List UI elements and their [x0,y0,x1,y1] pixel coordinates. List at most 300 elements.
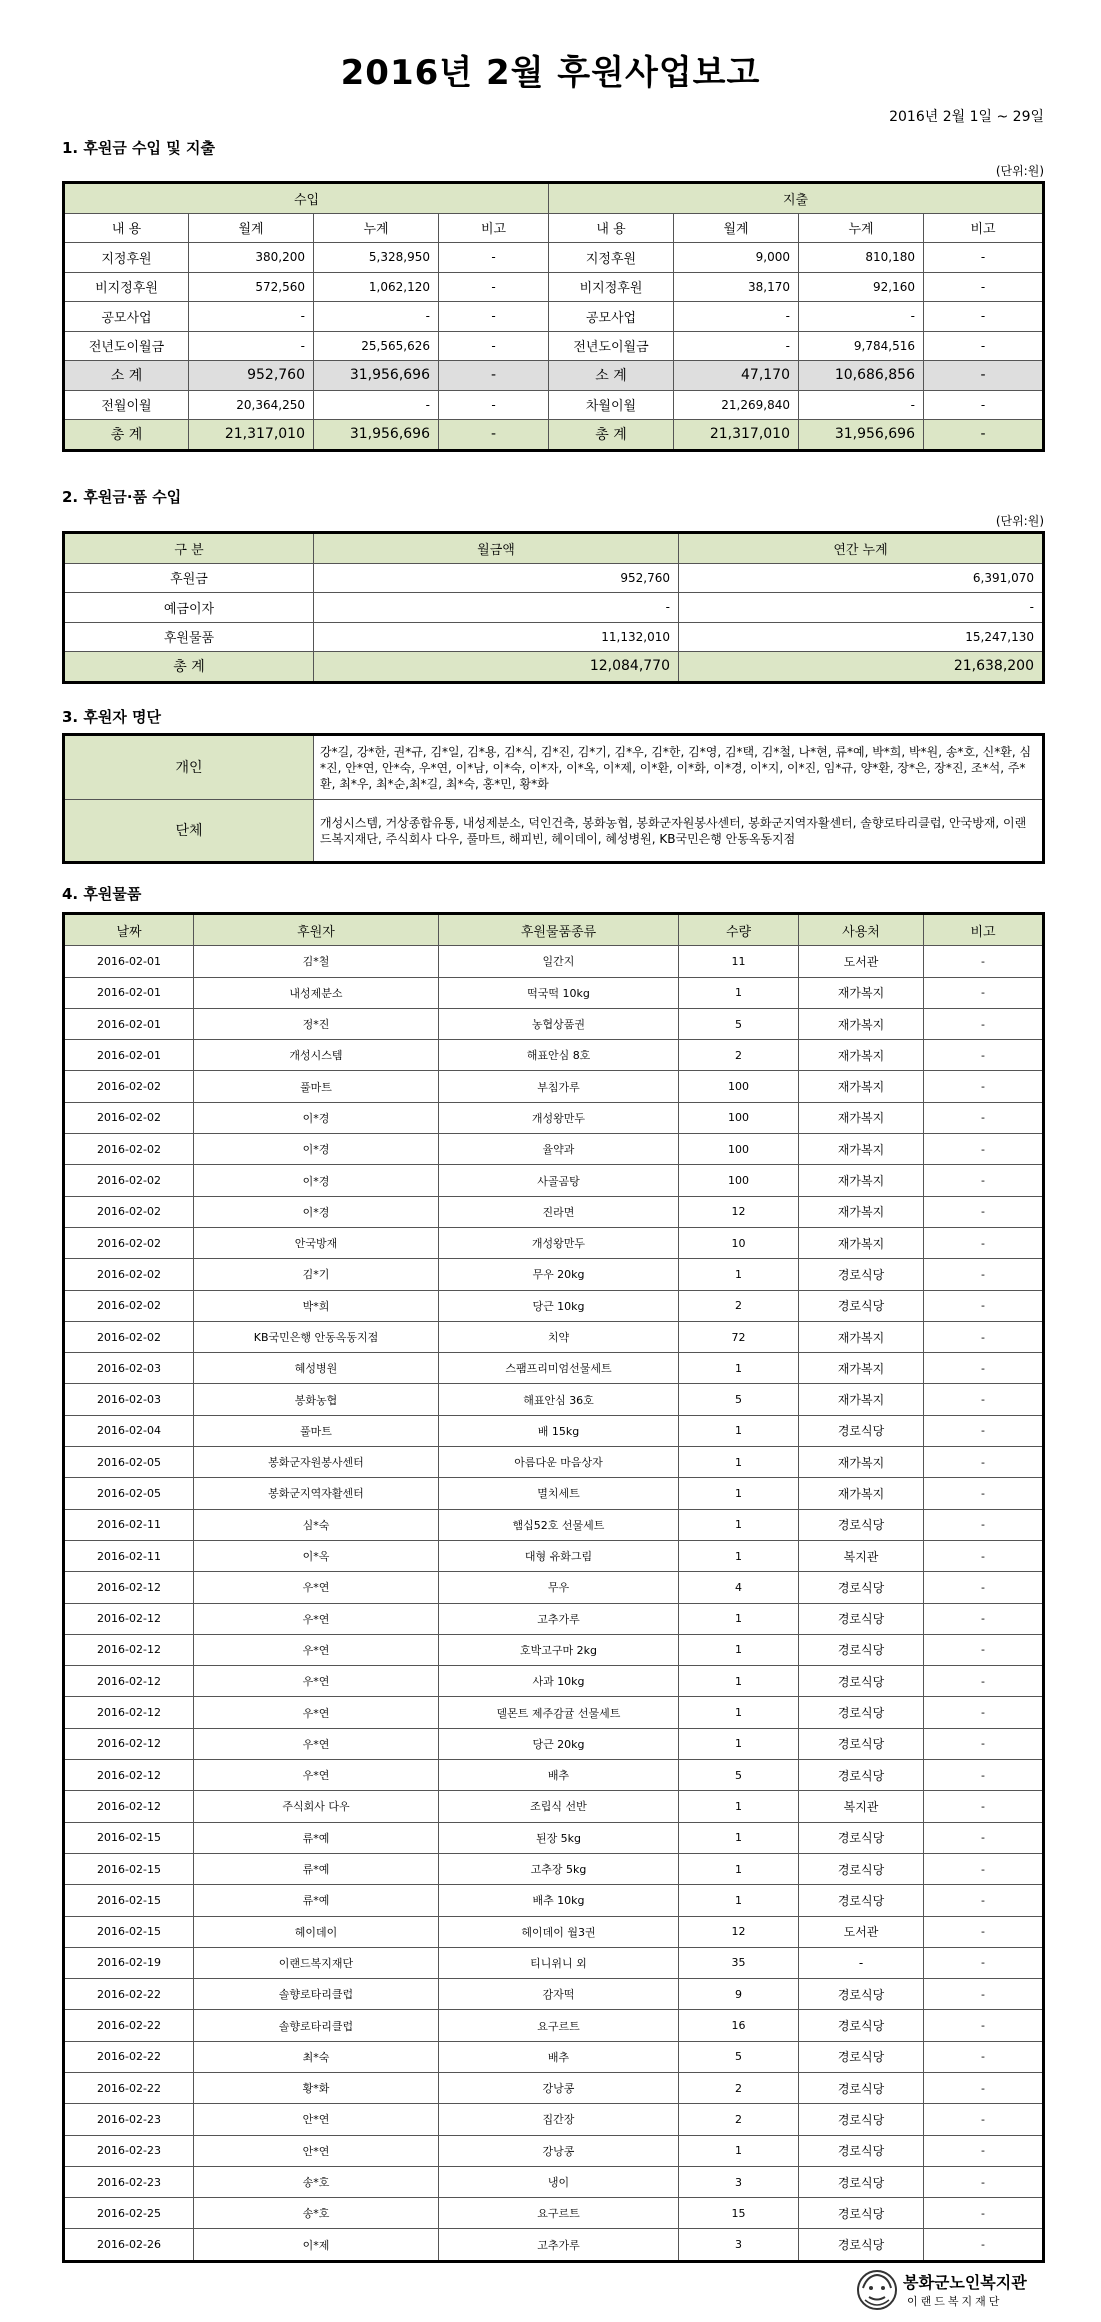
ie-row-label: 전월이월 [64,390,189,420]
goods-cell: 델몬트 제주감귤 선물세트 [439,1697,679,1728]
goods-cell: 재가복지 [799,1102,924,1133]
goods-cell: 1 [679,1447,799,1478]
ie-row [64,272,1044,302]
goods-cell: 1 [679,1666,799,1697]
goods-cell: 1 [679,1540,799,1571]
goods-cell: 1 [679,1259,799,1290]
goods-cell: 아름다운 마음상자 [439,1447,679,1478]
goods-cell: 무우 20kg [439,1259,679,1290]
goods-cell: 경로식당 [799,2010,924,2041]
table-row [64,1165,1044,1196]
receipts-row-label: 후원물품 [64,622,314,652]
goods-cell: - [799,1947,924,1978]
goods-cell: 배추 [439,1760,679,1791]
goods-cell: 안*연 [194,2135,439,2166]
goods-cell: 1 [679,1603,799,1634]
goods-cell: 경로식당 [799,2166,924,2197]
goods-cell: 봉화군지역자활센터 [194,1478,439,1509]
goods-cell: 2016-02-12 [64,1572,194,1603]
goods-cell: 2016-02-05 [64,1447,194,1478]
goods-cell: 9 [679,1979,799,2010]
goods-cell: 이*경 [194,1196,439,1227]
goods-cell: 된장 5kg [439,1822,679,1853]
goods-cell: 경로식당 [799,1728,924,1759]
goods-cell: 봉화군자원봉사센터 [194,1447,439,1478]
goods-cell: 100 [679,1165,799,1196]
ie-cell: 1,062,120 [314,272,439,302]
goods-cell: - [924,2072,1044,2103]
goods-cell: 헤이데이 월3권 [439,1916,679,1947]
receipts-row-label: 후원금 [64,563,314,593]
goods-cell: 2016-02-02 [64,1290,194,1321]
goods-cell: - [924,1947,1044,1978]
table-row [64,1227,1044,1258]
goods-cell: 안*연 [194,2104,439,2135]
goods-cell: 요구르트 [439,2010,679,2041]
receipts-total-row [64,652,1044,683]
table-row [64,1353,1044,1384]
ie-cell: - [439,420,549,451]
goods-cell: 복지관 [799,1540,924,1571]
goods-cell: 5 [679,1008,799,1039]
table-row [64,1540,1044,1571]
goods-cell: 경로식당 [799,1760,924,1791]
goods-cell: 2016-02-12 [64,1603,194,1634]
ie-cell: - [924,420,1044,451]
goods-cell: 우*연 [194,1760,439,1791]
goods-cell: 2016-02-12 [64,1697,194,1728]
goods-cell: 경로식당 [799,1697,924,1728]
goods-column-header: 후원자 [194,914,439,946]
goods-cell: 이*옥 [194,1540,439,1571]
goods-cell: 2016-02-01 [64,1040,194,1071]
ie-cell: - [924,361,1044,391]
ie-row [64,331,1044,361]
table-row [64,1259,1044,1290]
goods-cell: - [924,2135,1044,2166]
table-row [64,1321,1044,1352]
goods-cell: 주식회사 다우 [194,1791,439,1822]
goods-cell: 16 [679,2010,799,2041]
ie-cell: - [439,331,549,361]
goods-cell: - [924,1853,1044,1884]
goods-column-header: 후원물품종류 [439,914,679,946]
goods-cell: 2016-02-25 [64,2198,194,2229]
goods-cell: 2016-02-15 [64,1916,194,1947]
table-row [64,1947,1044,1978]
goods-cell: 2016-02-22 [64,2041,194,2072]
goods-cell: 재가복지 [799,1040,924,1071]
table-row [64,1916,1044,1947]
goods-cell: 경로식당 [799,1259,924,1290]
goods-cell: 티니위니 외 [439,1947,679,1978]
ie-row-label: 소 계 [64,361,189,391]
ie-column-header-row [64,213,1044,243]
goods-cell: 2016-02-02 [64,1227,194,1258]
goods-cell: 재가복지 [799,1071,924,1102]
goods-cell: 재가복지 [799,1165,924,1196]
goods-cell: 2016-02-11 [64,1509,194,1540]
section-3-heading: 3. 후원자 명단 [62,708,162,726]
goods-cell: 1 [679,1728,799,1759]
goods-cell: 심*숙 [194,1509,439,1540]
goods-cell: 풀마트 [194,1071,439,1102]
ie-column-header: 누계 [314,213,439,243]
goods-cell: 경로식당 [799,1509,924,1540]
ie-cell: - [799,390,924,420]
goods-cell: 2016-02-22 [64,1979,194,2010]
goods-cell: - [924,1791,1044,1822]
goods-cell: 경로식당 [799,1979,924,2010]
goods-cell: 2016-02-23 [64,2166,194,2197]
ie-cell: - [924,331,1044,361]
goods-cell: 2016-02-26 [64,2229,194,2261]
report-period: 2016년 2월 1일 ~ 29일 [889,109,1044,125]
goods-cell: 1 [679,1634,799,1665]
goods-column-header: 수량 [679,914,799,946]
goods-cell: - [924,1008,1044,1039]
goods-cell: 2016-02-11 [64,1540,194,1571]
goods-cell: 2 [679,1040,799,1071]
goods-cell: 경로식당 [799,2041,924,2072]
goods-cell: 1 [679,2135,799,2166]
goods-cell: 2016-02-02 [64,1165,194,1196]
ie-row [64,243,1044,273]
goods-cell: - [924,1165,1044,1196]
goods-cell: 2016-02-15 [64,1853,194,1884]
ie-cell: - [674,331,799,361]
receipts-table [62,531,1045,684]
goods-cell: 2016-02-04 [64,1415,194,1446]
goods-cell: - [924,946,1044,977]
goods-cell: 10 [679,1227,799,1258]
section-2-heading: 2. 후원금·품 수입 [62,488,182,506]
goods-cell: - [924,1603,1044,1634]
ie-row [64,361,1044,391]
ie-cell: - [314,302,439,332]
ie-cell: 25,565,626 [314,331,439,361]
ie-cell: 31,956,696 [314,361,439,391]
table-row [64,1853,1044,1884]
goods-cell: 경로식당 [799,1666,924,1697]
goods-cell: 당근 10kg [439,1290,679,1321]
goods-column-header: 사용처 [799,914,924,946]
goods-cell: 고추가루 [439,2229,679,2261]
table-row [64,1008,1044,1039]
ie-cell: 10,686,856 [799,361,924,391]
goods-cell: - [924,1728,1044,1759]
table-row [64,1384,1044,1415]
goods-cell: 2016-02-02 [64,1071,194,1102]
table-row [64,1603,1044,1634]
goods-cell: - [924,1447,1044,1478]
goods-cell: 호박고구마 2kg [439,1634,679,1665]
goods-cell: 2016-02-19 [64,1947,194,1978]
goods-cell: 정*진 [194,1008,439,1039]
goods-cell: 대형 유화그림 [439,1540,679,1571]
goods-cell: 2016-02-02 [64,1196,194,1227]
goods-cell: - [924,977,1044,1008]
goods-cell: 헤이데이 [194,1916,439,1947]
goods-cell: - [924,1259,1044,1290]
table-row [64,2010,1044,2041]
receipts-total-cell: 21,638,200 [679,652,1044,683]
goods-cell: 진라면 [439,1196,679,1227]
ie-cell: - [924,272,1044,302]
goods-cell: 2 [679,2072,799,2103]
table-row [64,1791,1044,1822]
goods-cell: 류*예 [194,1822,439,1853]
individual-donor-names: 강*길, 강*한, 권*규, 김*일, 김*용, 김*식, 김*진, 김*기, 김*우, 김*한, 김*영, 김*택, 김*철, 나*현, 류*예, 박*희, 박*원, 송*호, 신*환, 심*진, 안*연, 안*숙, 우*연, 이*남, 이*숙, 이*자, 이*옥, 이*제, 이*환, 이*화, 이*경, 이*지, 이*진, 임*규, 양*환, 장*은, 장*진, 조*석, 주*환, 최*우, 최*순,최*길, 최*숙, 홍*민, 황*화 [314,735,1044,800]
goods-cell: - [924,1760,1044,1791]
goods-cell: 고추장 5kg [439,1853,679,1884]
goods-cell: 재가복지 [799,1478,924,1509]
goods-cell: 3 [679,2229,799,2261]
ie-cell: 810,180 [799,243,924,273]
goods-cell: 해표안심 8호 [439,1040,679,1071]
goods-cell: - [924,1290,1044,1321]
receipts-cell: - [679,593,1044,623]
ie-cell: 952,760 [189,361,314,391]
goods-cell: - [924,1916,1044,1947]
goods-cell: 경로식당 [799,2104,924,2135]
goods-cell: 2016-02-02 [64,1259,194,1290]
goods-cell: 강낭콩 [439,2072,679,2103]
goods-cell: 2016-02-01 [64,946,194,977]
goods-cell: 율약과 [439,1134,679,1165]
goods-cell: 1 [679,977,799,1008]
goods-cell: 재가복지 [799,1134,924,1165]
income-group-header: 수입 [64,183,549,214]
goods-cell: 2016-02-02 [64,1321,194,1352]
table-row [64,2072,1044,2103]
ie-cell: 21,269,840 [674,390,799,420]
unit-label-2: (단위:원) [995,514,1044,528]
goods-cell: 경로식당 [799,2135,924,2166]
receipts-cell: 952,760 [314,563,679,593]
receipts-total-label: 총 계 [64,652,314,683]
goods-cell: 경로식당 [799,1572,924,1603]
table-row [64,1572,1044,1603]
goods-cell: 배 15kg [439,1415,679,1446]
goods-cell: 15 [679,2198,799,2229]
goods-cell: 농협상품권 [439,1008,679,1039]
goods-cell: - [924,1321,1044,1352]
goods-cell: 우*연 [194,1603,439,1634]
goods-cell: - [924,2041,1044,2072]
goods-cell: 당근 20kg [439,1728,679,1759]
goods-cell: - [924,2010,1044,2041]
ie-cell: 38,170 [674,272,799,302]
section-1-heading: 1. 후원금 수입 및 지출 [62,139,215,157]
ie-column-header: 누계 [799,213,924,243]
donated-goods-table [62,912,1045,2263]
goods-cell: 배추 [439,2041,679,2072]
ie-row-label: 공모사업 [64,302,189,332]
ie-cell: 5,328,950 [314,243,439,273]
goods-cell: 100 [679,1102,799,1133]
ie-cell: - [189,302,314,332]
goods-cell: 재가복지 [799,1384,924,1415]
goods-cell: 2016-02-23 [64,2104,194,2135]
goods-cell: 경로식당 [799,1634,924,1665]
ie-column-header: 월계 [674,213,799,243]
goods-cell: 송*호 [194,2166,439,2197]
ie-row-label: 총 계 [549,420,674,451]
unit-label-1: (단위:원) [995,164,1044,178]
income-expense-table [62,181,1045,452]
goods-cell: 감자떡 [439,1979,679,2010]
goods-cell: - [924,1634,1044,1665]
table-row [64,1509,1044,1540]
goods-cell: 봉화농협 [194,1384,439,1415]
goods-cell: 우*연 [194,1728,439,1759]
receipts-column-header: 구 분 [64,533,314,564]
ie-row-label: 공모사업 [549,302,674,332]
goods-cell: - [924,1979,1044,2010]
goods-cell: 2016-02-22 [64,2072,194,2103]
goods-cell: - [924,1885,1044,1916]
goods-cell: 부침가루 [439,1071,679,1102]
goods-cell: 4 [679,1572,799,1603]
goods-cell: 재가복지 [799,1196,924,1227]
goods-cell: 이랜드복지재단 [194,1947,439,1978]
goods-header-row [64,914,1044,946]
goods-cell: - [924,1040,1044,1071]
goods-cell: 2 [679,2104,799,2135]
ie-cell: - [314,390,439,420]
receipts-cell: - [314,593,679,623]
goods-cell: 경로식당 [799,1853,924,1884]
goods-cell: - [924,2198,1044,2229]
receipts-header-row [64,533,1044,564]
goods-cell: 일간지 [439,946,679,977]
ie-cell: - [189,331,314,361]
ie-cell: 92,160 [799,272,924,302]
table-row [64,1728,1044,1759]
goods-cell: 35 [679,1947,799,1978]
goods-cell: 솔향로타리클럽 [194,1979,439,2010]
goods-cell: 1 [679,1478,799,1509]
ie-row-label: 소 계 [549,361,674,391]
goods-cell: 이*경 [194,1134,439,1165]
ie-cell: 380,200 [189,243,314,273]
ie-cell: - [924,243,1044,273]
ie-cell: - [439,272,549,302]
goods-cell: 1 [679,1791,799,1822]
table-row [64,1760,1044,1791]
goods-cell: 경로식당 [799,1290,924,1321]
section-4-heading: 4. 후원물품 [62,885,142,903]
ie-row-label: 지정후원 [549,243,674,273]
goods-cell: 2016-02-12 [64,1728,194,1759]
goods-cell: 2016-02-15 [64,1822,194,1853]
goods-cell: - [924,2166,1044,2197]
goods-cell: 2016-02-03 [64,1384,194,1415]
goods-cell: 5 [679,1760,799,1791]
goods-cell: 우*연 [194,1697,439,1728]
goods-cell: 혜성병원 [194,1353,439,1384]
ie-row-label: 총 계 [64,420,189,451]
table-row [64,946,1044,977]
goods-cell: - [924,1071,1044,1102]
goods-cell: 김*철 [194,946,439,977]
goods-cell: 김*기 [194,1259,439,1290]
table-row [64,1290,1044,1321]
goods-cell: 도서관 [799,1916,924,1947]
goods-cell: 내성제분소 [194,977,439,1008]
goods-cell: 류*예 [194,1885,439,1916]
goods-cell: - [924,1666,1044,1697]
goods-cell: 강낭콩 [439,2135,679,2166]
ie-row-label: 차월이월 [549,390,674,420]
receipts-total-cell: 12,084,770 [314,652,679,683]
table-row [64,1478,1044,1509]
goods-cell: 류*예 [194,1853,439,1884]
ie-cell: 9,784,516 [799,331,924,361]
goods-cell: 1 [679,1415,799,1446]
ie-cell: 9,000 [674,243,799,273]
expense-group-header: 지출 [549,183,1044,214]
goods-cell: 고추가루 [439,1603,679,1634]
goods-cell: 개성왕만두 [439,1227,679,1258]
table-row [64,1634,1044,1665]
goods-cell: 최*숙 [194,2041,439,2072]
ie-column-header: 내 용 [64,213,189,243]
goods-cell: 햄십52호 선물세트 [439,1509,679,1540]
goods-cell: 5 [679,2041,799,2072]
goods-cell: 2016-02-05 [64,1478,194,1509]
goods-cell: 솔향로타리클럽 [194,2010,439,2041]
goods-cell: 3 [679,2166,799,2197]
goods-cell: 재가복지 [799,1008,924,1039]
ie-row-label: 전년도이월금 [549,331,674,361]
goods-cell: 배추 10kg [439,1885,679,1916]
receipts-cell: 15,247,130 [679,622,1044,652]
receipts-cell: 6,391,070 [679,563,1044,593]
table-row [64,2166,1044,2197]
goods-cell: 2016-02-12 [64,1791,194,1822]
goods-cell: 100 [679,1134,799,1165]
goods-cell: - [924,1102,1044,1133]
goods-cell: 2016-02-01 [64,1008,194,1039]
table-row [64,1196,1044,1227]
table-row [64,1666,1044,1697]
goods-cell: 11 [679,946,799,977]
goods-cell: 스팸프리미엄선물세트 [439,1353,679,1384]
goods-cell: 12 [679,1916,799,1947]
goods-cell: 2016-02-02 [64,1102,194,1133]
goods-cell: - [924,1415,1044,1446]
goods-cell: 냉이 [439,2166,679,2197]
goods-cell: - [924,1822,1044,1853]
goods-cell: 떡국떡 10kg [439,977,679,1008]
goods-cell: 개성시스템 [194,1040,439,1071]
table-row [64,1040,1044,1071]
ie-cell: 31,956,696 [314,420,439,451]
ie-cell: - [439,390,549,420]
goods-cell: 조립식 선반 [439,1791,679,1822]
receipts-row [64,593,1044,623]
ie-cell: - [439,361,549,391]
ie-cell: 21,317,010 [189,420,314,451]
ie-cell: 572,560 [189,272,314,302]
goods-cell: 개성왕만두 [439,1102,679,1133]
ie-row-label: 지정후원 [64,243,189,273]
ie-row-label: 비지정후원 [549,272,674,302]
ie-row-label: 비지정후원 [64,272,189,302]
goods-cell: 경로식당 [799,1822,924,1853]
